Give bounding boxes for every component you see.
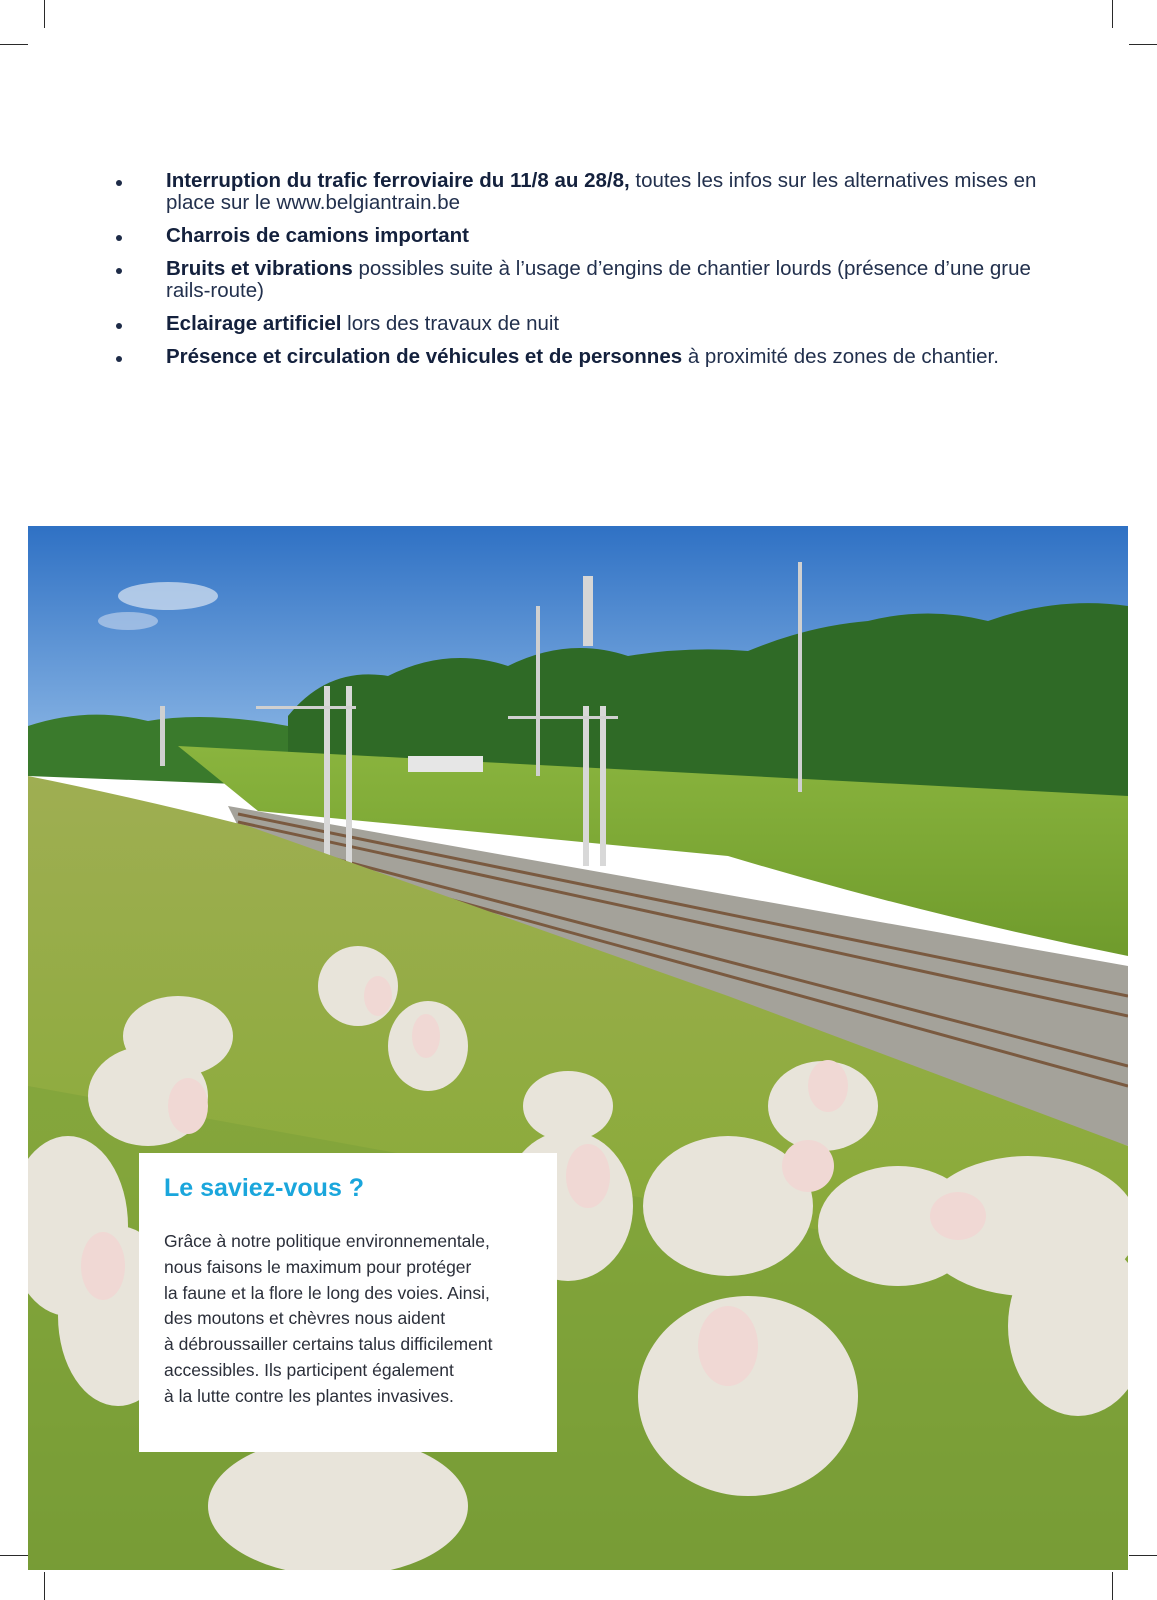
bullet-icon [116, 268, 122, 274]
impact-item-noise [110, 258, 1070, 302]
did-you-know-box [139, 1153, 557, 1452]
impact-list [110, 170, 1070, 379]
crop-mark-top-right-h [1129, 44, 1157, 45]
crop-mark-bottom-right [1112, 1572, 1113, 1600]
impact-item-trucks [110, 225, 1070, 247]
impact-item-bold: Eclairage artificiel [166, 312, 342, 335]
crop-mark-bottom-right-h [1129, 1555, 1157, 1556]
crop-mark-top-left [44, 0, 45, 28]
crop-mark-bottom-left [44, 1572, 45, 1600]
impact-item-vehicles [110, 346, 1070, 368]
did-you-know-title: Le saviez-vous ? [164, 1174, 365, 1202]
did-you-know-body: Grâce à notre politique environnementale, nous faisons le maximum pour protéger la faune et la flore le long des voies. Ainsi, des moutons et chèvres nous aident à débroussailler certains talus difficilement accessibles. Ils participent également à la lutte contre les plantes invasives. [164, 1231, 493, 1406]
impact-item-bold: Interruption du trafic ferroviaire du 11/8 au 28/8, [166, 169, 630, 192]
bullet-icon [116, 235, 122, 241]
impact-item-text: possibles suite à l’usage d’engins de chantier lourds (présence d’une grue rails-route) [166, 257, 1031, 302]
impact-item-bold: Bruits et vibrations [166, 257, 353, 280]
impact-item-bold: Charrois de camions important [166, 224, 470, 247]
crop-mark-bottom-left-h [0, 1555, 28, 1556]
impact-item-text: toutes les infos sur les alternatives mises en place sur le www.belgiantrain.be [166, 169, 1037, 214]
bullet-icon [116, 323, 122, 329]
impact-item-text: lors des travaux de nuit [341, 312, 560, 335]
bullet-icon [116, 356, 122, 362]
bullet-icon [116, 180, 122, 186]
crop-mark-top-left-h [0, 44, 28, 45]
impact-item-traffic [110, 170, 1070, 214]
impact-item-bold: Présence et circulation de véhicules et de personnes [166, 345, 683, 368]
impact-item-text: à proximité des zones de chantier. [682, 345, 999, 368]
impact-item-lighting [110, 313, 1070, 335]
crop-mark-top-right [1112, 0, 1113, 28]
